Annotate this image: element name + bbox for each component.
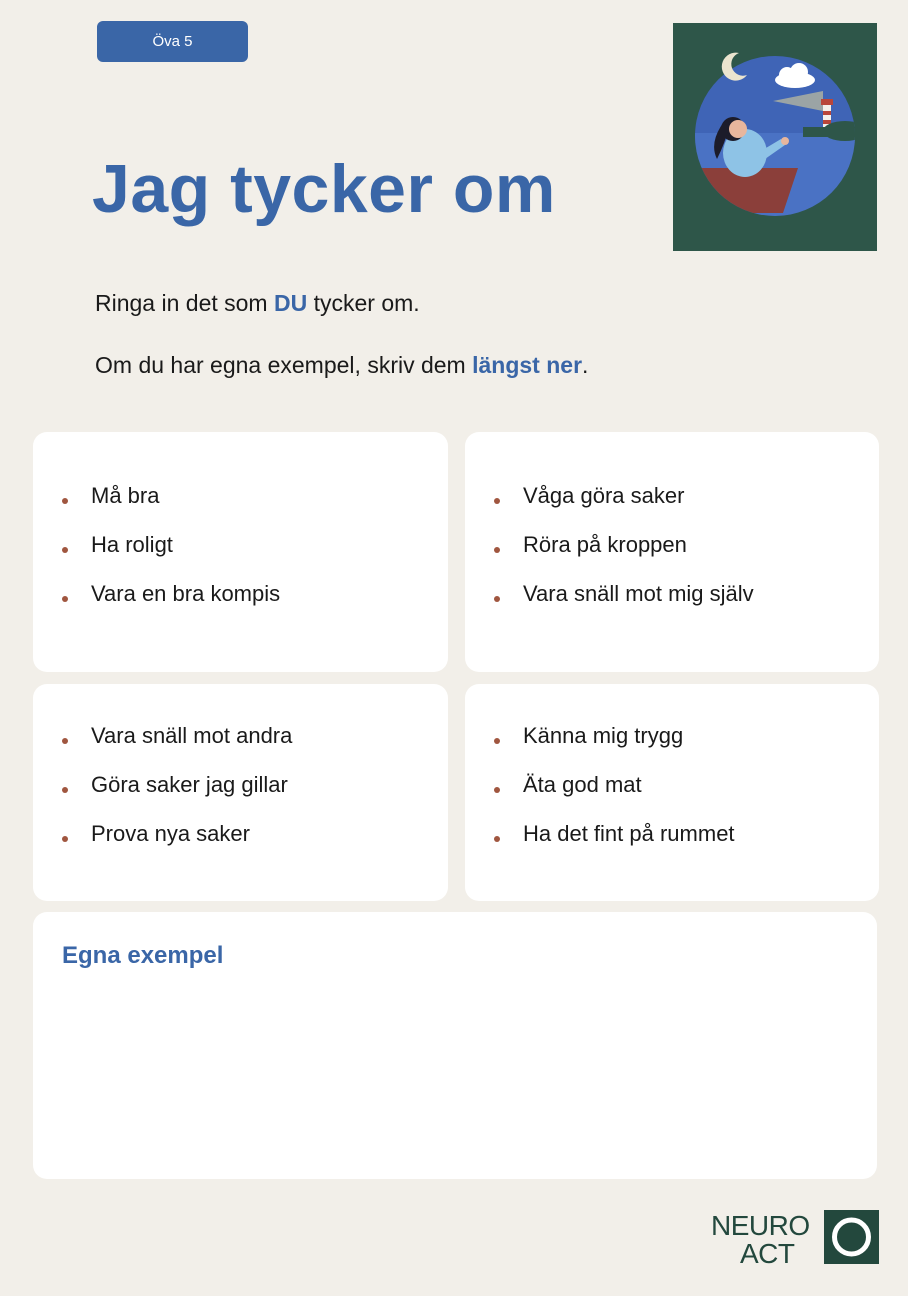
list-item-label: Prova nya saker [91, 821, 250, 846]
exercise-badge: Öva 5 [97, 21, 248, 62]
bullet-icon [494, 738, 500, 744]
neuroact-logo [710, 1208, 880, 1266]
bullet-icon [62, 596, 68, 602]
bullet-icon [62, 836, 68, 842]
list-item[interactable] [465, 722, 879, 771]
list-item[interactable] [33, 580, 448, 629]
list-item-label: Ha det fint på rummet [523, 821, 735, 846]
own-examples-title: Egna exempel [62, 942, 224, 969]
list-item-label: Känna mig trygg [523, 723, 684, 748]
bullet-icon [494, 787, 500, 793]
list-item[interactable] [465, 482, 879, 531]
logo-line-2: ACT [740, 1238, 795, 1266]
list-item-label: Äta god mat [523, 772, 642, 797]
bullet-icon [62, 498, 68, 504]
instruction-line-1-after: tycker om. [307, 290, 420, 316]
bullet-icon [494, 596, 500, 602]
list-item[interactable] [465, 580, 879, 629]
list-item[interactable] [33, 771, 448, 820]
instruction-line-2-after: . [582, 352, 589, 378]
list-item[interactable] [33, 820, 448, 869]
list-item[interactable] [465, 531, 879, 580]
instruction-line-1-before: Ringa in det som [95, 290, 274, 316]
lighthouse-illustration [673, 23, 877, 251]
list-item-label: Röra på kroppen [523, 532, 687, 557]
list-item-label: Göra saker jag gillar [91, 772, 288, 797]
instruction-line-1 [95, 290, 420, 317]
instruction-line-2 [95, 352, 588, 379]
bullet-icon [494, 547, 500, 553]
instruction-line-2-highlight: längst ner [472, 352, 583, 378]
instruction-line-2-before: Om du har egna exempel, skriv dem [95, 352, 473, 378]
list-item[interactable] [465, 820, 879, 869]
instruction-line-1-highlight: DU [273, 290, 308, 316]
list-item[interactable] [465, 771, 879, 820]
list-item-label: Vara snäll mot andra [91, 723, 293, 748]
choice-card-3 [33, 684, 448, 901]
list-item-label: Må bra [91, 483, 160, 508]
page-title: Jag tycker om [92, 151, 556, 227]
list-item[interactable] [33, 722, 448, 771]
list-item[interactable] [33, 482, 448, 531]
choice-card-4 [465, 684, 879, 901]
bullet-icon [62, 547, 68, 553]
bullet-icon [62, 738, 68, 744]
list-item-label: Våga göra saker [523, 483, 685, 508]
choice-card-1 [33, 432, 448, 672]
own-examples-box[interactable] [33, 912, 877, 1179]
list-item-label: Ha roligt [91, 532, 173, 557]
list-item-label: Vara en bra kompis [91, 581, 281, 606]
bullet-icon [62, 787, 68, 793]
logo-line-1: NEURO [711, 1210, 810, 1241]
list-item-label: Vara snäll mot mig själv [523, 581, 754, 606]
list-item[interactable] [33, 531, 448, 580]
bullet-icon [494, 836, 500, 842]
bullet-icon [494, 498, 500, 504]
choice-card-2 [465, 432, 879, 672]
